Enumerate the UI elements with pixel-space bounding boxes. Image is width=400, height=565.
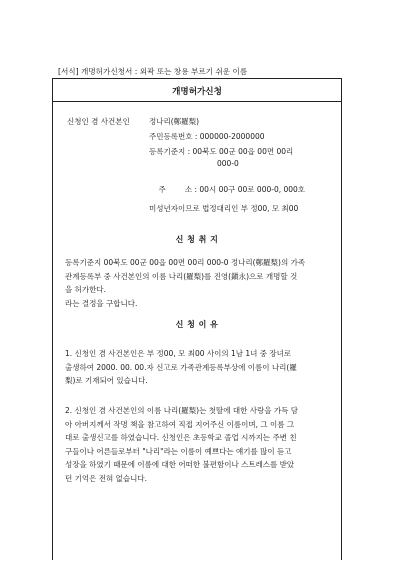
- guardian-note: 미성년자이므로 법정대리인 부 정00, 모 최00: [149, 204, 299, 213]
- title-divider: [53, 101, 341, 102]
- reason-line: 던 기억은 전혀 없습니다.: [65, 473, 147, 483]
- reason-line: 구들이나 어른들로부터 "나리"라는 이름이 예쁘다는 얘기를 많이 듣고: [65, 446, 292, 456]
- reason-line: 梨)로 기재되어 있습니다.: [65, 376, 148, 386]
- reason-line: 2. 신청인 겸 사건본인의 이름 나리(羅梨)는 첫딸에 대한 사랑을 가득 담: [65, 406, 298, 415]
- register-row: [149, 146, 293, 157]
- rrn-value: 000000-2000000: [199, 132, 265, 141]
- reason-line: 1. 신청인 겸 사건본인은 부 정00, 모 최00 사이의 1남 1녀 중 장녀로: [65, 349, 292, 358]
- reason-line: 출생하여 2000. 00. 00.자 신고로 가족관계등록부상에 이름이 나리(羅: [65, 362, 297, 372]
- register-label: 등록기준지 :: [149, 147, 193, 156]
- reason-line: 아 아버지께서 작명 책을 참고하여 직접 지어주신 이름이며, 그 이름 그: [65, 419, 295, 429]
- applicant-label: 신청인 겸 사건본인: [67, 117, 130, 126]
- address-value: 00시 00구 00로 000-0, 000호: [199, 185, 306, 194]
- purpose-line: 관계등록부 중 사건본인의 이름 나리(羅梨)를 진영(鎭永)으로 개명할 것: [65, 271, 298, 281]
- reason-line: 대로 출생신고를 하였습니다. 신청인은 초등학교 졸업 시까지는 주변 친: [65, 433, 297, 443]
- document-caption: [서식] 개명허가신청서 : 외곽 또는 창용 부르기 쉬운 이름: [58, 67, 248, 76]
- purpose-line: 등록기준지 00북도 00군 00읍 00면 00리 000-0 정나리(鄭羅梨)의 가족: [65, 258, 306, 267]
- purpose-line: 라는 결정을 구합니다.: [65, 298, 138, 308]
- rrn-row: [149, 131, 265, 142]
- reason-paragraph-1: [65, 347, 333, 388]
- reason-heading: 신 청 이 유: [175, 320, 219, 329]
- register-value-cont: 000-0: [217, 159, 239, 168]
- reason-line: 성장을 하였기 때문에 이름에 대한 어떠한 불편함이나 스트레스를 받았: [65, 460, 295, 470]
- purpose-line: 을 허가한다.: [65, 285, 106, 295]
- rrn-label: 주민등록번호 :: [149, 132, 200, 141]
- form-title: 개명허가신청: [172, 87, 222, 97]
- application-form: [52, 78, 342, 560]
- register-value: 00북도 00군 00읍 00면 00리: [192, 147, 294, 156]
- reason-paragraph-2: [65, 404, 333, 486]
- applicant-name: 정나리(鄭羅梨): [149, 117, 200, 126]
- purpose-heading: 신 청 취 지: [175, 235, 219, 244]
- address-row: [149, 175, 305, 204]
- purpose-text: [65, 256, 333, 310]
- address-label: 주 소 :: [158, 185, 200, 194]
